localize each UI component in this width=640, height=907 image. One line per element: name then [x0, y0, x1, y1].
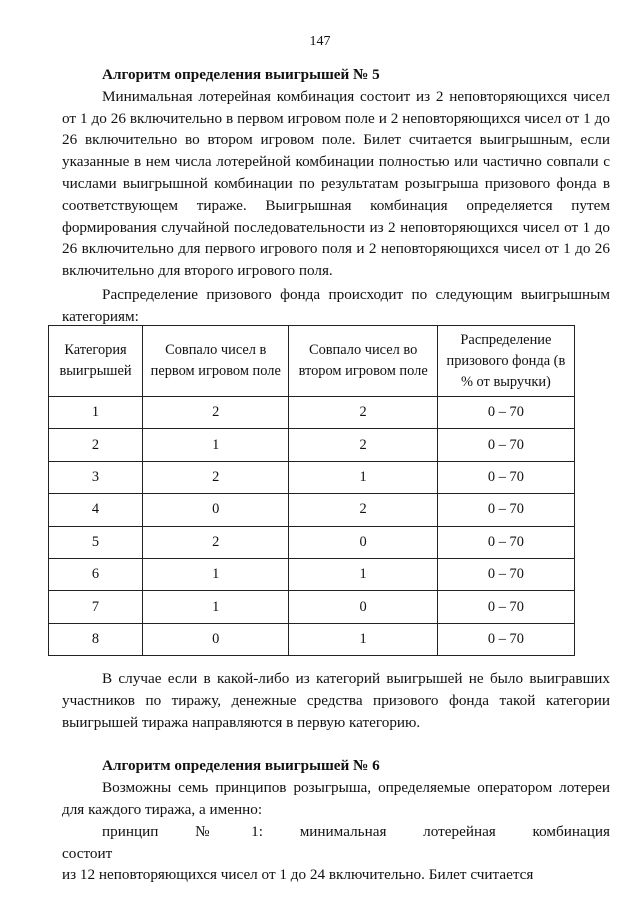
cell-first-field: 0 — [143, 494, 289, 526]
section-5-title: Алгоритм определения выигрышей № 5 — [102, 66, 380, 83]
cell-first-field: 2 — [143, 526, 289, 558]
principle-1-start: принцип № 1: минимальная лотерейная комбинация состоит — [62, 822, 610, 862]
cell-prize-share: 0 – 70 — [437, 461, 574, 493]
table-row — [49, 526, 575, 558]
cell-category: 2 — [49, 429, 143, 461]
distribution-intro: Распределение призового фонда происходит по следующим выигрышным категориям: — [62, 285, 610, 325]
cell-second-field: 2 — [289, 494, 437, 526]
cell-first-field: 0 — [143, 623, 289, 655]
cell-second-field: 2 — [289, 397, 437, 429]
cell-first-field: 1 — [143, 558, 289, 590]
principle-1 — [62, 821, 610, 886]
unclaimed-prizes-paragraph: В случае если в какой-либо из категорий выигрышей не было выигравших участников по тиражу, денежные средства призового фонда такой категории выигрышей тиража направляются в первую категорию. — [62, 670, 610, 731]
cell-prize-share: 0 – 70 — [437, 494, 574, 526]
cell-category: 5 — [49, 526, 143, 558]
cell-second-field: 1 — [289, 461, 437, 493]
table-row — [49, 397, 575, 429]
header-prize-share: Распределение призового фонда (в % от выручки) — [437, 326, 574, 397]
cell-category: 1 — [49, 397, 143, 429]
table-row — [49, 461, 575, 493]
section-5-paragraph: Минимальная лотерейная комбинация состоит из 2 неповторяющихся чисел от 1 до 26 включительно в первом игровом поле и 2 неповторяющихся чисел от 1 до 26 включительно во втором игровом поле. Билет считается выигрышным, если указанные в нем числа лотерейной комбинации полностью или частично совпали с числами выигрышной комбинации по результатам розыгрыша призового фонда в соответствующем тираже. Выигрышная комбинация определяется путем формирования случайной последовательности из 2 неповторяющихся чисел от 1 до 26 включительно для первого игрового поля и 2 неповторяющихся чисел от 1 до 26 включительно для второго игрового поля. — [62, 87, 610, 280]
cell-first-field: 2 — [143, 397, 289, 429]
section-6-intro: Возможны семь принципов розыгрыша, определяемые оператором лотереи для каждого тиража, а именно: — [62, 779, 610, 818]
header-category: Категория выигрышей — [49, 326, 143, 397]
cell-category: 3 — [49, 461, 143, 493]
cell-second-field: 1 — [289, 558, 437, 590]
section-6-title: Алгоритм определения выигрышей № 6 — [102, 757, 380, 775]
cell-prize-share: 0 – 70 — [437, 623, 574, 655]
table-row — [49, 591, 575, 623]
prize-distribution-table — [48, 325, 575, 656]
cell-second-field: 0 — [289, 591, 437, 623]
table-row — [49, 623, 575, 655]
section-6 — [62, 755, 610, 886]
cell-second-field: 2 — [289, 429, 437, 461]
cell-prize-share: 0 – 70 — [437, 429, 574, 461]
cell-category: 8 — [49, 623, 143, 655]
cell-first-field: 1 — [143, 429, 289, 461]
cell-category: 7 — [49, 591, 143, 623]
cell-category: 6 — [49, 558, 143, 590]
table-row — [49, 494, 575, 526]
after-table-section — [62, 668, 610, 886]
cell-prize-share: 0 – 70 — [437, 397, 574, 429]
table-row — [49, 558, 575, 590]
cell-prize-share: 0 – 70 — [437, 591, 574, 623]
page-number: 147 — [309, 34, 331, 49]
principle-1-continuation: из 12 неповторяющихся чисел от 1 до 24 включительно. Билет считается — [62, 866, 534, 884]
cell-first-field: 2 — [143, 461, 289, 493]
section-5 — [62, 64, 610, 328]
table-header-row — [49, 326, 575, 397]
cell-prize-share: 0 – 70 — [437, 526, 574, 558]
cell-second-field: 1 — [289, 623, 437, 655]
cell-prize-share: 0 – 70 — [437, 558, 574, 590]
cell-second-field: 0 — [289, 526, 437, 558]
table-row — [49, 429, 575, 461]
header-second-field: Совпало чисел во втором игровом поле — [289, 326, 437, 397]
cell-category: 4 — [49, 494, 143, 526]
header-first-field: Совпало чисел в первом игровом поле — [143, 326, 289, 397]
cell-first-field: 1 — [143, 591, 289, 623]
